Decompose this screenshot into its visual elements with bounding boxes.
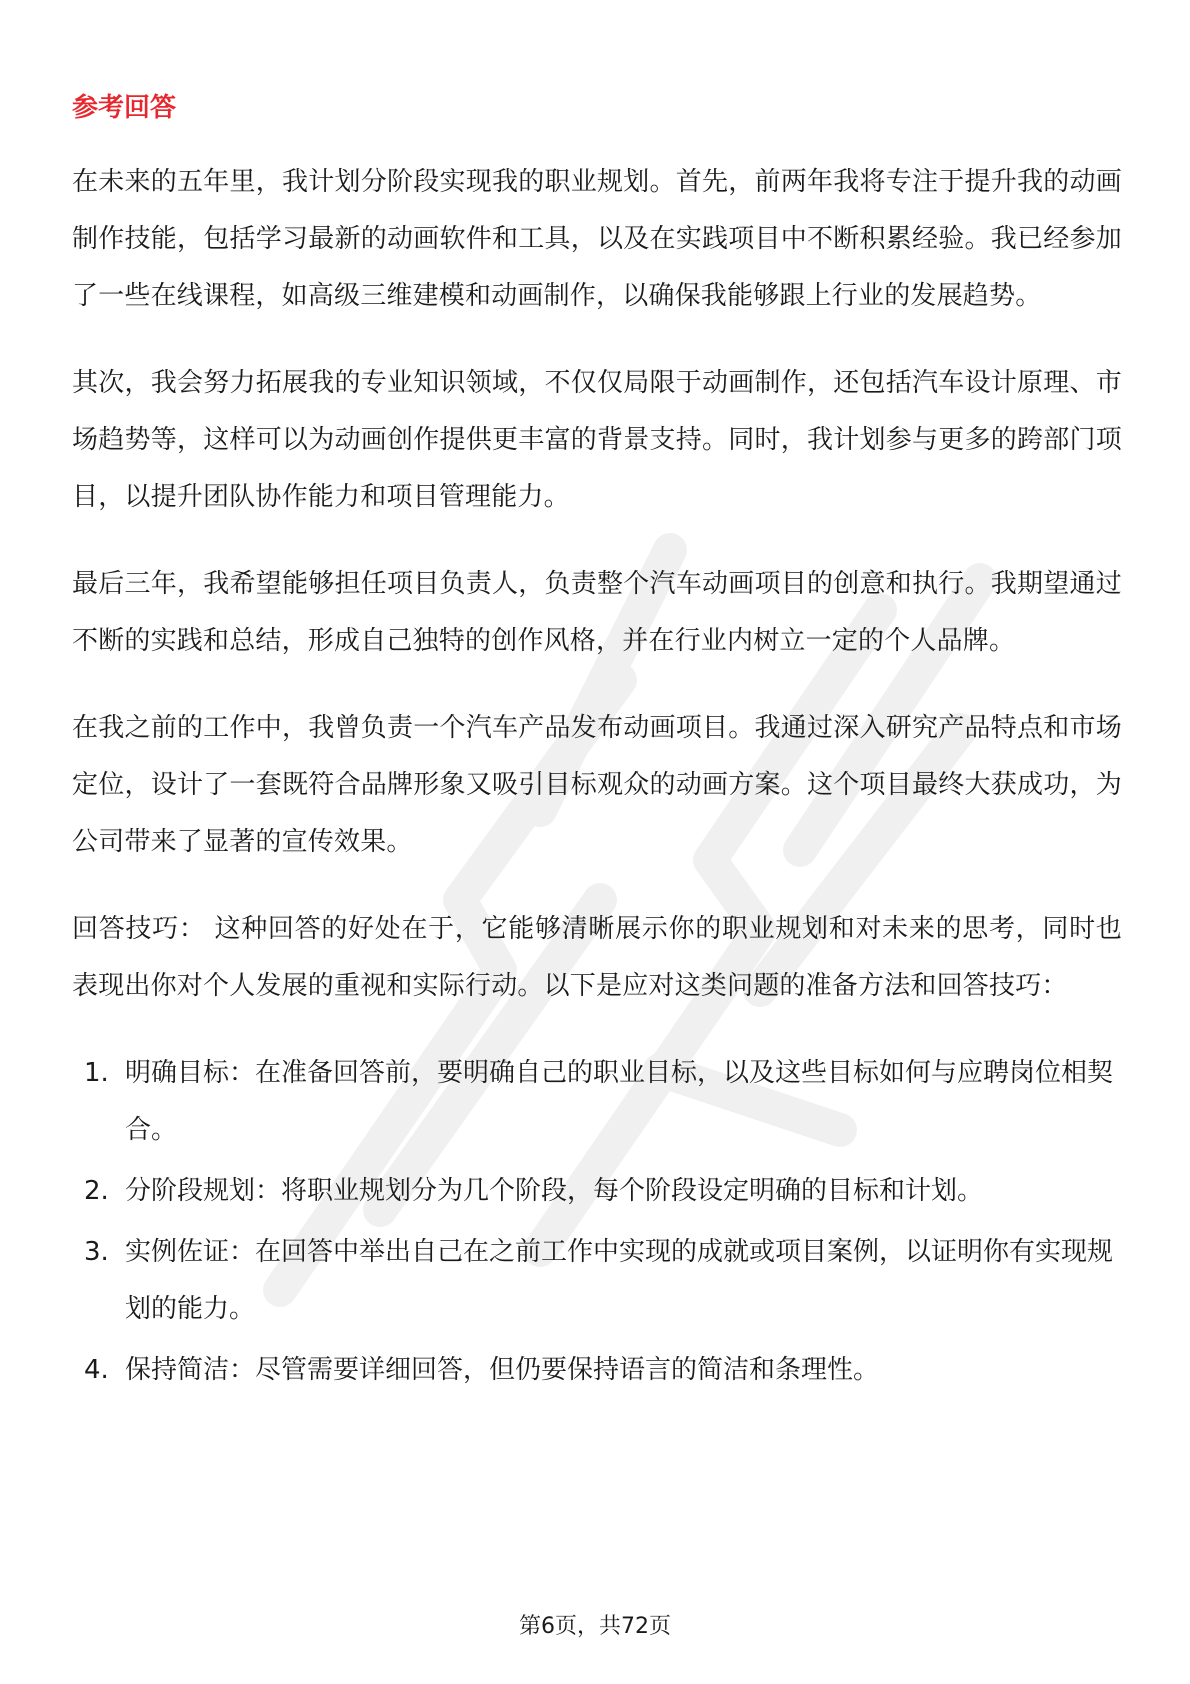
list-item — [72, 1045, 1122, 1159]
page-number: 第6页，共72页 — [519, 1614, 671, 1639]
paragraph-experience: 在我之前的工作中，我曾负责一个汽车产品发布动画项目。我通过深入研究产品特点和市场定位，设计了一套既符合品牌形象又吸引目标观众的动画方案。这个项目最终大获成功，为公司带来了显著的宣传效果。 — [72, 713, 1122, 857]
list-item — [72, 1342, 1122, 1399]
list-number: 3. — [84, 1237, 109, 1267]
paragraph-expand: 其次，我会努力拓展我的专业知识领域，不仅仅局限于动画制作，还包括汽车设计原理、市场趋势等，这样可以为动画创作提供更丰富的背景支持。同时，我计划参与更多的跨部门项目，以提升团队协作能力和项目管理能力。 — [72, 368, 1122, 512]
list-text: 保持简洁：尽管需要详细回答，但仍要保持语言的简洁和条理性。 — [125, 1355, 880, 1385]
list-item — [72, 1163, 1122, 1220]
paragraph-plan: 在未来的五年里，我计划分阶段实现我的职业规划。首先，前两年我将专注于提升我的动画制作技能，包括学习最新的动画软件和工具，以及在实践项目中不断积累经验。我已经参加了一些在线课程，如高级三维建模和动画制作，以确保我能够跟上行业的发展趋势。 — [72, 167, 1122, 311]
paragraph-lead: 最后三年，我希望能够担任项目负责人，负责整个汽车动画项目的创意和执行。我期望通过不断的实践和总结，形成自己独特的创作风格，并在行业内树立一定的个人品牌。 — [72, 569, 1122, 656]
section-title: 参考回答 — [72, 93, 177, 123]
list-item — [72, 1224, 1122, 1338]
paragraph-tips-intro: 回答技巧： 这种回答的好处在于，它能够清晰展示你的职业规划和对未来的思考，同时也表现出你对个人发展的重视和实际行动。以下是应对这类问题的准备方法和回答技巧： — [72, 914, 1123, 1001]
main-content — [72, 88, 1122, 1403]
list-number: 4. — [84, 1355, 109, 1385]
list-text: 明确目标：在准备回答前，要明确自己的职业目标，以及这些目标如何与应聘岗位相契合。 — [125, 1058, 1114, 1145]
list-number: 2. — [84, 1176, 109, 1206]
list-number: 1. — [84, 1058, 109, 1088]
list-text: 分阶段规划：将职业规划分为几个阶段，每个阶段设定明确的目标和计划。 — [125, 1176, 984, 1206]
list-text: 实例佐证：在回答中举出自己在之前工作中实现的成就或项目案例，以证明你有实现规划的能力。 — [125, 1237, 1114, 1324]
tips-list — [72, 1045, 1122, 1399]
